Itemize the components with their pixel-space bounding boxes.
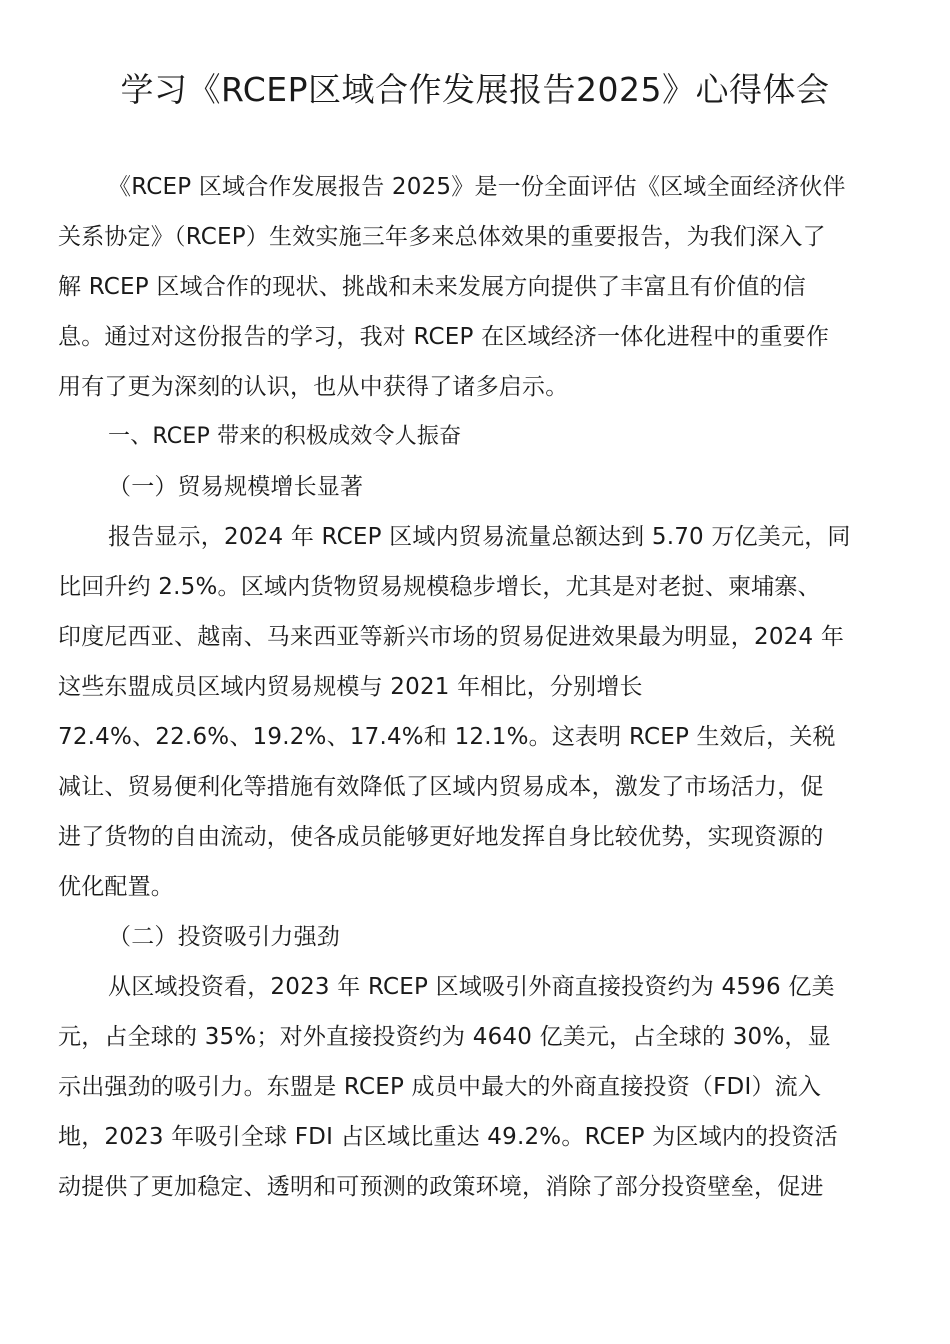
- document-body: [58, 162, 898, 1212]
- subsection-heading: （一）贸易规模增长显著: [108, 474, 364, 500]
- paragraph-line: 解 RCEP 区域合作的现状、挑战和未来发展方向提供了丰富且有价值的信: [58, 274, 806, 300]
- paragraph-line: 示出强劲的吸引力。东盟是 RCEP 成员中最大的外商直接投资（FDI）流入: [58, 1074, 822, 1100]
- paragraph-line: 动提供了更加稳定、透明和可预测的政策环境，消除了部分投资壁垒，促进: [58, 1174, 824, 1200]
- paragraph-line: 这些东盟成员区域内贸易规模与 2021 年相比，分别增长: [58, 674, 643, 700]
- paragraph-line: 关系协定》（RCEP）生效实施三年多来总体效果的重要报告，为我们深入了: [58, 224, 826, 250]
- paragraph-line: 优化配置。: [58, 874, 174, 900]
- paragraph-line: 印度尼西亚、越南、马来西亚等新兴市场的贸易促进效果最为明显，2024 年: [58, 624, 845, 650]
- subsection-heading: （二）投资吸引力强劲: [108, 924, 340, 950]
- paragraph-line: 元，占全球的 35%；对外直接投资约为 4640 亿美元，占全球的 30%，显: [58, 1024, 831, 1050]
- paragraph-line: 用有了更为深刻的认识，也从中获得了诸多启示。: [58, 374, 569, 400]
- paragraph-line: 72.4%、22.6%、19.2%、17.4%和 12.1%。这表明 RCEP 生效后，关税: [58, 724, 836, 750]
- paragraph-line: 《RCEP 区域合作发展报告 2025》是一份全面评估《区域全面经济伙伴: [108, 174, 846, 200]
- paragraph-line: 减让、贸易便利化等措施有效降低了区域内贸易成本，激发了市场活力，促: [58, 774, 824, 800]
- paragraph-line: 息。通过对这份报告的学习，我对 RCEP 在区域经济一体化进程中的重要作: [58, 324, 830, 350]
- paragraph-line: 从区域投资看，2023 年 RCEP 区域吸引外商直接投资约为 4596 亿美: [108, 974, 835, 1000]
- document-title: 学习《RCEP区域合作发展报告2025》心得体会: [120, 70, 830, 109]
- section-heading: 一、RCEP 带来的积极成效令人振奋: [108, 424, 462, 449]
- paragraph-line: 比回升约 2.5%。区域内货物贸易规模稳步增长，尤其是对老挝、柬埔寨、: [58, 574, 821, 600]
- paragraph-line: 地，2023 年吸引全球 FDI 占区域比重达 49.2%。RCEP 为区域内的投资活: [58, 1124, 838, 1150]
- paragraph-line: 进了货物的自由流动，使各成员能够更好地发挥自身比较优势，实现资源的: [58, 824, 824, 850]
- paragraph-line: 报告显示，2024 年 RCEP 区域内贸易流量总额达到 5.70 万亿美元，同: [108, 524, 851, 550]
